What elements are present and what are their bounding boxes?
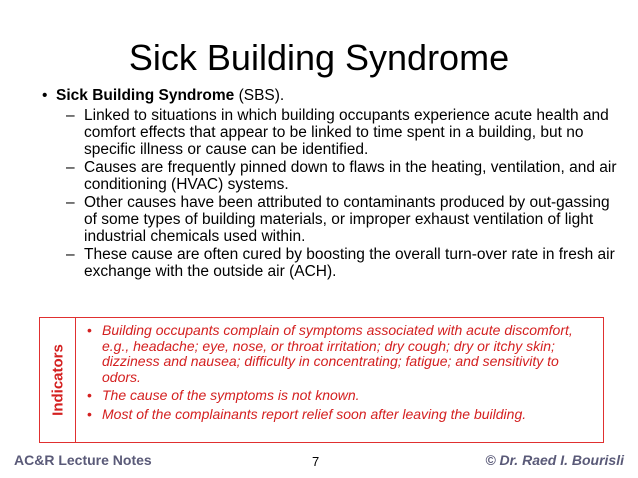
- indicators-label-column: [40, 318, 76, 442]
- main-bullet-list: [20, 87, 620, 281]
- sub-bullet-text: These cause are often cured by boosting the overall turn-over rate in fresh air exchange with the outside air (ACH).: [84, 246, 615, 280]
- main-bullet: [20, 87, 620, 104]
- page-number: 7: [312, 454, 320, 469]
- indicators-list: [84, 323, 599, 425]
- slide-title: Sick Building Syndrome: [128, 37, 510, 78]
- sub-bullet-text: Causes are frequently pinned down to flaws in the heating, ventilation, and air conditioning (HVAC) systems.: [84, 159, 617, 193]
- main-bullet-rest: (SBS).: [234, 87, 285, 104]
- bullet-dot: •: [87, 405, 92, 422]
- dash-marker: –: [66, 159, 75, 176]
- sub-bullet: [20, 107, 620, 158]
- indicator-text: Building occupants complain of symptoms associated with acute discomfort, e.g., headache; eye, nose, or throat irritation; dry cough; dry or itchy skin; dizziness and nausea; difficulty in concentrating; fatigue; and sensitivity to odors.: [102, 322, 573, 385]
- dash-marker: –: [66, 107, 75, 124]
- sub-bullet-text: Linked to situations in which building occupants experience acute health and comfort effects that appear to be linked to time spent in a building, but no specific illness or cause can be identified.: [84, 107, 609, 158]
- sub-bullet: [20, 246, 620, 280]
- dash-marker: –: [66, 246, 75, 263]
- indicator-item: [84, 407, 599, 423]
- main-bullet-bold: Sick Building Syndrome: [56, 87, 235, 104]
- sub-bullet: [20, 194, 620, 245]
- bullet-dot: •: [42, 87, 48, 104]
- indicator-text: The cause of the symptoms is not known.: [102, 387, 360, 403]
- indicator-item: [84, 388, 599, 404]
- dash-marker: –: [66, 194, 75, 211]
- indicators-label: Indicators: [49, 344, 66, 416]
- bullet-dot: •: [87, 387, 92, 403]
- bullet-dot: •: [87, 322, 92, 338]
- footer-course: AC&R Lecture Notes: [14, 452, 152, 468]
- sub-bullet-text: Other causes have been attributed to contaminants produced by out-gassing of some types of building materials, or improper exhaust ventilation of light industrial chemicals used within.: [84, 194, 610, 245]
- indicator-item: [84, 323, 599, 385]
- sub-bullet: [20, 159, 620, 193]
- indicators-box: [39, 317, 604, 443]
- sub-bullet-list: [20, 107, 620, 280]
- footer-author: © Dr. Raed I. Bourisli: [485, 452, 624, 468]
- indicator-text: Most of the complainants report relief soon after leaving the building.: [102, 405, 527, 422]
